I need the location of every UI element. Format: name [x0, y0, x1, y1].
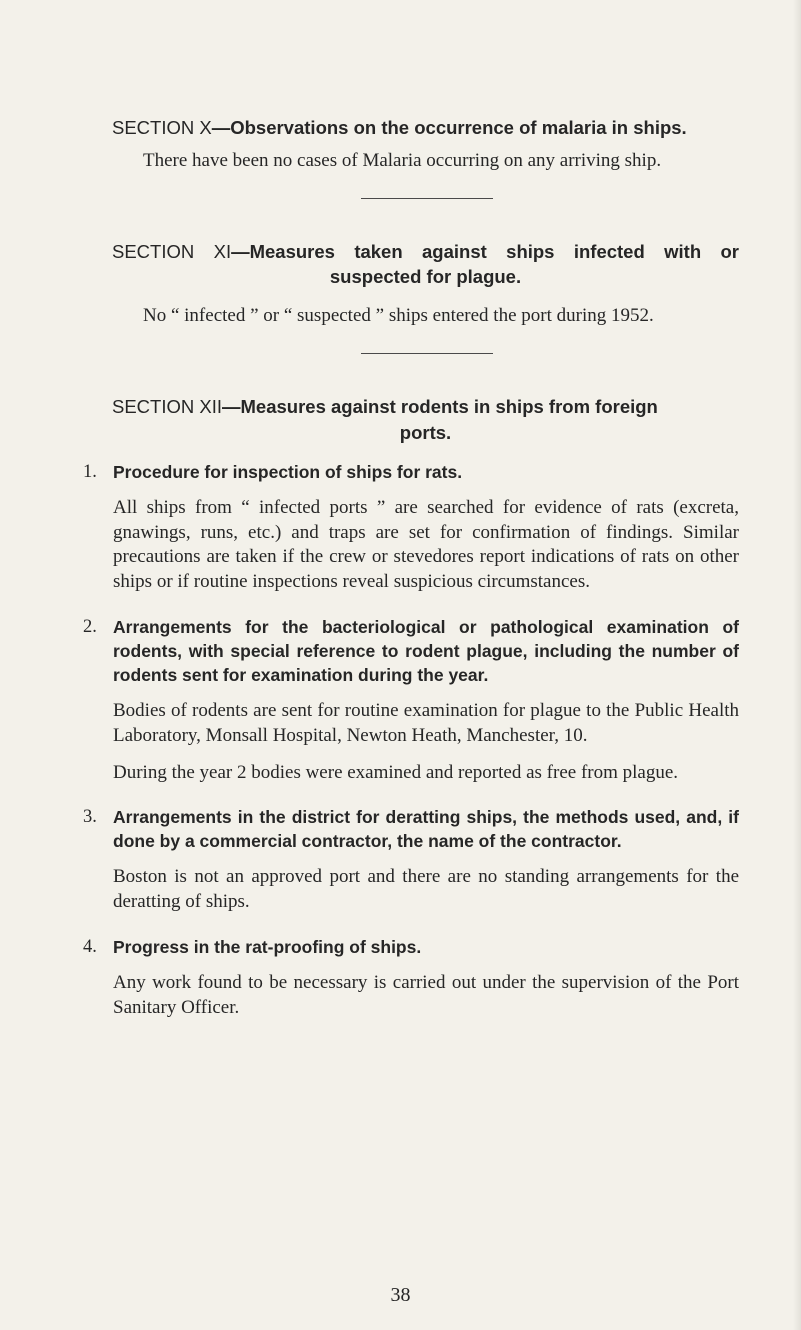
item-2-heading: Arrangements for the bacteriological or pathological examination of rodents, with special reference to rodent plague, including the number of rodents sent for examination during the year. — [113, 616, 739, 685]
section-xii-number: SECTION XII — [112, 396, 222, 418]
list-item-3 — [83, 805, 739, 915]
item-2-number: 2. — [83, 616, 97, 637]
list-item-2 — [83, 615, 739, 785]
section-x-title: —Observations on the occurrence of malaria in ships. — [211, 117, 687, 138]
page-edge-shadow — [793, 0, 801, 1330]
section-xi-title-line2: suspected for plague. — [329, 266, 522, 288]
item-1-paragraph-1: All ships from “ infected ports ” are searched for evidence of rats (excreta, gnawings, runs, etc.) and traps are set for confirmation of findings. Similar precautions are taken if the crew or stevedores report indications of rats on other ships or if routine inspections reveal suspicious circumstances. — [113, 496, 739, 593]
item-2-paragraph-2: During the year 2 bodies were examined and reported as free from plague. — [113, 761, 679, 783]
section-divider-1 — [361, 198, 493, 199]
section-xi-title-line1: —Measures taken against ships infected with or — [231, 240, 740, 262]
section-xii-heading-line1 — [112, 394, 739, 420]
section-divider-2 — [361, 353, 493, 354]
item-3-number: 3. — [83, 807, 97, 828]
item-3-heading: Arrangements in the district for deratting ships, the methods used, and, if done by a commercial contractor, the name of the contractor. — [113, 807, 739, 852]
page-number: 38 — [390, 1284, 411, 1306]
item-2-paragraph-1: Bodies of rodents are sent for routine examination for plague to the Public Health Laboratory, Monsall Hospital, Newton Heath, Manchester, 10. — [113, 700, 739, 746]
item-1-number: 1. — [83, 461, 97, 482]
section-xi-heading-line1 — [112, 239, 739, 265]
page-content — [83, 115, 740, 1020]
item-1-heading: Procedure for inspection of ships for rats. — [113, 461, 463, 482]
item-4-heading: Progress in the rat-proofing of ships. — [113, 936, 422, 957]
section-x-paragraph: There have been no cases of Malaria occurring on any arriving ship. — [143, 149, 662, 171]
list-item-4 — [83, 935, 739, 1021]
list-item-1 — [83, 460, 739, 595]
section-x-heading — [112, 115, 739, 141]
item-3-paragraph-1: Boston is not an approved port and there are no standing arrangements for the deratting of ships. — [113, 866, 739, 913]
section-x-number: SECTION X — [112, 117, 212, 138]
section-xi-number: SECTION XI — [112, 240, 232, 262]
section-xii-heading — [112, 394, 739, 446]
section-xii-title-line2: ports. — [399, 421, 452, 443]
item-4-number: 4. — [83, 936, 97, 957]
section-xi-paragraph: No “ infected ” or “ suspected ” ships entered the port during 1952. — [143, 305, 654, 327]
section-xii-title-line1: —Measures against rodents in ships from foreign — [222, 396, 658, 418]
item-4-paragraph-1: Any work found to be necessary is carried out under the supervision of the Port Sanitary Officer. — [113, 972, 739, 1018]
section-xi-heading — [112, 239, 739, 291]
